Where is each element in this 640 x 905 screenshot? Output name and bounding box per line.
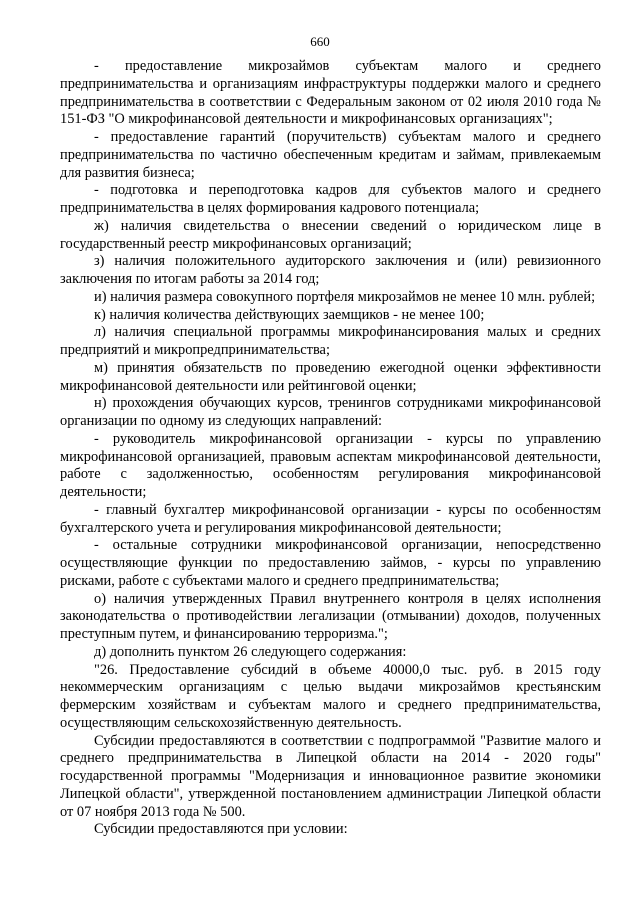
paragraph-item-z: з) наличия положительного аудиторского заключения и (или) ревизионного заключения по итогам работы за 2014 год; xyxy=(60,253,601,287)
paragraph-staff-courses: - остальные сотрудники микрофинансовой организации, непосредственно осуществляющие функции по предоставлению займов, - курсы по управлению рисками, работе с субъектами малого и среднего предпринимательства; xyxy=(60,537,601,589)
paragraph-item-i: и) наличия размера совокупного портфеля микрозаймов не менее 10 млн. рублей; xyxy=(94,288,596,305)
paragraph-guarantees: - предоставление гарантий (поручительств) субъектам малого и среднего предпринимательства по частично обеспеченным кредитам и займам, привлекаемым для развития бизнеса; xyxy=(60,129,601,181)
paragraph-training: - подготовка и переподготовка кадров для субъектов малого и среднего предпринимательства в целях формирования кадрового потенциала; xyxy=(60,182,601,216)
paragraph-item-o: о) наличия утвержденных Правил внутреннего контроля в целях исполнения законодательства о противодействии легализации (отмывании) доходов, полученных преступным путем, и финансированию терроризма."; xyxy=(60,590,601,642)
paragraph-subsidies-condition: Субсидии предоставляются при условии: xyxy=(94,821,348,838)
paragraph-item-n: н) прохождения обучающих курсов, тренингов сотрудниками микрофинансовой организации по одному из следующих направлений: xyxy=(60,395,601,429)
paragraph-director-courses: - руководитель микрофинансовой организации - курсы по управлению микрофинансовой организацией, правовым аспектам микрофинансовой деятельности, работе с задолженностью, особенностям регулирования микрофинансовой деятельности; xyxy=(60,430,601,500)
paragraph-item-l: л) наличия специальной программы микрофинансирования малых и средних предприятий и микропредпринимательства; xyxy=(60,324,601,358)
document-body xyxy=(60,58,601,839)
page-number: 660 xyxy=(310,34,330,49)
paragraph-microloans: - предоставление микрозаймов субъектам малого и среднего предпринимательства и организациям инфраструктуры поддержки малого и среднего предпринимательства в соответствии с Федеральным законом от 02 июля 2010 года № 151-ФЗ "О микрофинансовой деятельности и микрофинансовых организациях"; xyxy=(60,58,601,128)
paragraph-item-k: к) наличия количества действующих заемщиков - не менее 100; xyxy=(94,306,485,323)
paragraph-item-d: д) дополнить пунктом 26 следующего содержания: xyxy=(94,643,407,660)
paragraph-item-m: м) принятия обязательств по проведению ежегодной оценки эффективности микрофинансовой деятельности или рейтинговой оценки; xyxy=(60,359,601,394)
paragraph-accountant-courses: - главный бухгалтер микрофинансовой организации - курсы по особенностям бухгалтерского учета и регулирования микрофинансовой деятельности; xyxy=(60,501,601,536)
paragraph-item-zh: ж) наличия свидетельства о внесении сведений о юридическом лице в государственный реестр микрофинансовых организаций; xyxy=(60,217,601,252)
paragraph-point-26: "26. Предоставление субсидий в объеме 40000,0 тыс. руб. в 2015 году некоммерческим организациям с целью выдачи микрозаймов крестьянским фермерским хозяйствам и субъектам малого и среднего предпринимательства, осуществляющим сельскохозяйственную деятельность. xyxy=(60,661,601,731)
paragraph-subsidies-program: Субсидии предоставляются в соответствии с подпрограммой "Развитие малого и среднего предпринимательства в Липецкой области на 2014 - 2020 годы" государственной программы "Модернизация и инновационное развитие экономики Липецкой области", утвержденной постановлением администрации Липецкой области от 07 ноября 2013 года № 500. xyxy=(60,732,601,820)
